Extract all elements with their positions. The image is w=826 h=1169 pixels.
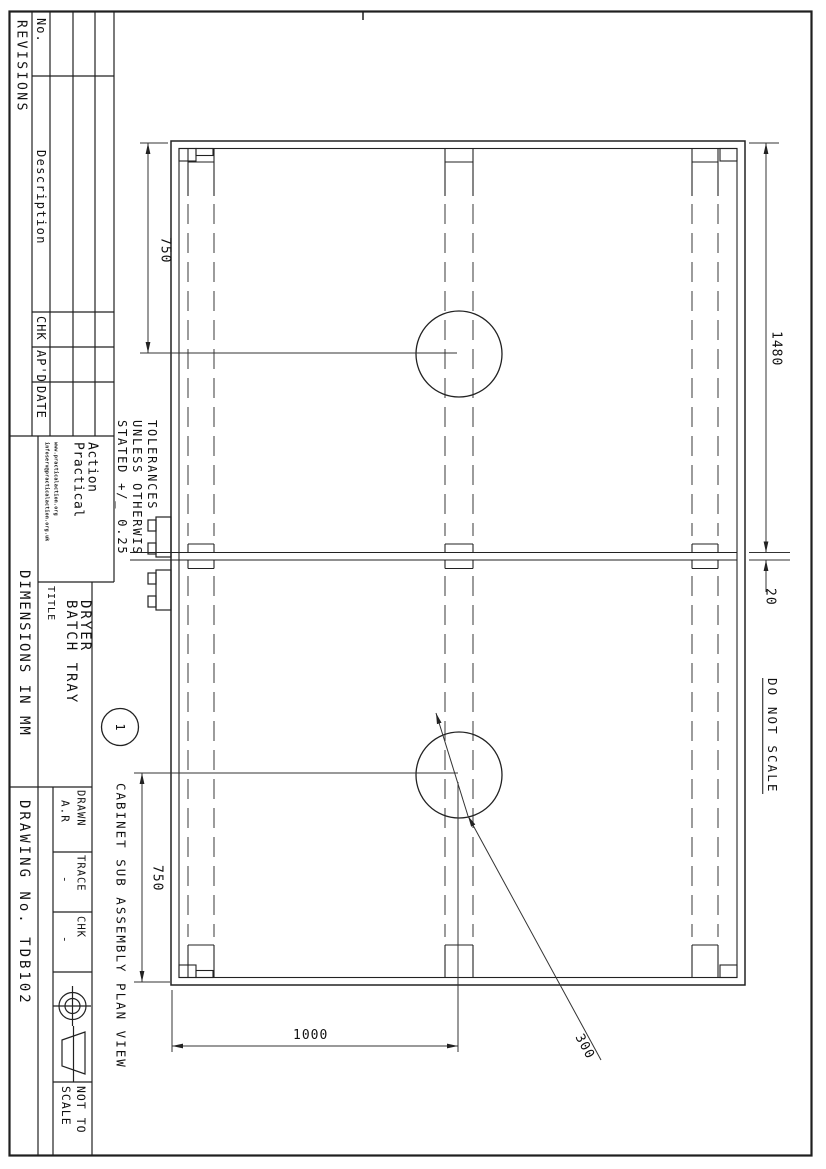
cabinet-outline [130, 141, 745, 985]
scale-note-line1: NOT TO [73, 1086, 88, 1134]
chk-label: CHK [74, 916, 87, 938]
stud-visible-lines [188, 149, 718, 978]
dim-lower-depth: 750 [149, 865, 165, 892]
stud-hidden-lines [188, 204, 718, 937]
chk-value: - [58, 936, 72, 944]
trace-label: TRACE [74, 855, 87, 892]
logo-website: www.practicalaction.org [52, 442, 59, 516]
projection-symbol [53, 986, 91, 1082]
drawn-label: DRAWN [74, 790, 87, 827]
tolerances-line2: UNLESS OTHERWIS [130, 420, 144, 556]
dim-overall-length: 1480 [768, 331, 784, 367]
dim-gap: 20 [762, 588, 778, 606]
tolerances-line1: TOLERANCES [145, 420, 159, 511]
hinges [148, 517, 171, 610]
dim-hole-leader: 300 [571, 1031, 598, 1062]
leader-line-300 [468, 816, 601, 1060]
fan-hole-upper [416, 311, 502, 397]
sheet-border [10, 12, 812, 1156]
tolerances-line3: STATED +/_ 0.25 [115, 420, 129, 556]
do-not-scale-note: DO NOT SCALE [762, 678, 778, 794]
dim-upper-depth: 750 [157, 237, 173, 264]
title-line1: BATCH TRAY [63, 600, 79, 705]
view-balloon-number: 1 [113, 723, 127, 731]
revisions-col-no: No. [34, 18, 48, 43]
logo-name-line2: Action [84, 442, 100, 493]
revisions-col-chk: CHK [34, 316, 48, 341]
drawing-number: DRAWING No. TDB102 [16, 800, 32, 1006]
revisions-col-apd: AP'D [34, 350, 48, 383]
title-label: TITLE [45, 586, 56, 622]
drawn-value: A.R [58, 800, 72, 823]
revisions-title: REVISIONS [13, 20, 29, 113]
fan-hole-lower [416, 732, 502, 818]
revisions-col-description: Description [34, 150, 48, 245]
trace-value: - [58, 876, 72, 884]
logo-email: infoserv@practicalaction.org.uk [43, 442, 50, 542]
title-line2: DRYER [77, 600, 93, 653]
dim-width: 1000 [293, 1028, 329, 1043]
dimensions-note: DIMENSIONS IN MM [16, 570, 32, 737]
logo-name-line1: Practical [70, 442, 86, 518]
fan-hole-circles [416, 311, 502, 818]
revisions-col-date: DATE [34, 386, 48, 419]
scale-note-line2: SCALE [58, 1086, 73, 1126]
view-caption: CABINET SUB ASSEMBLY PLAN VIEW [113, 783, 129, 1069]
